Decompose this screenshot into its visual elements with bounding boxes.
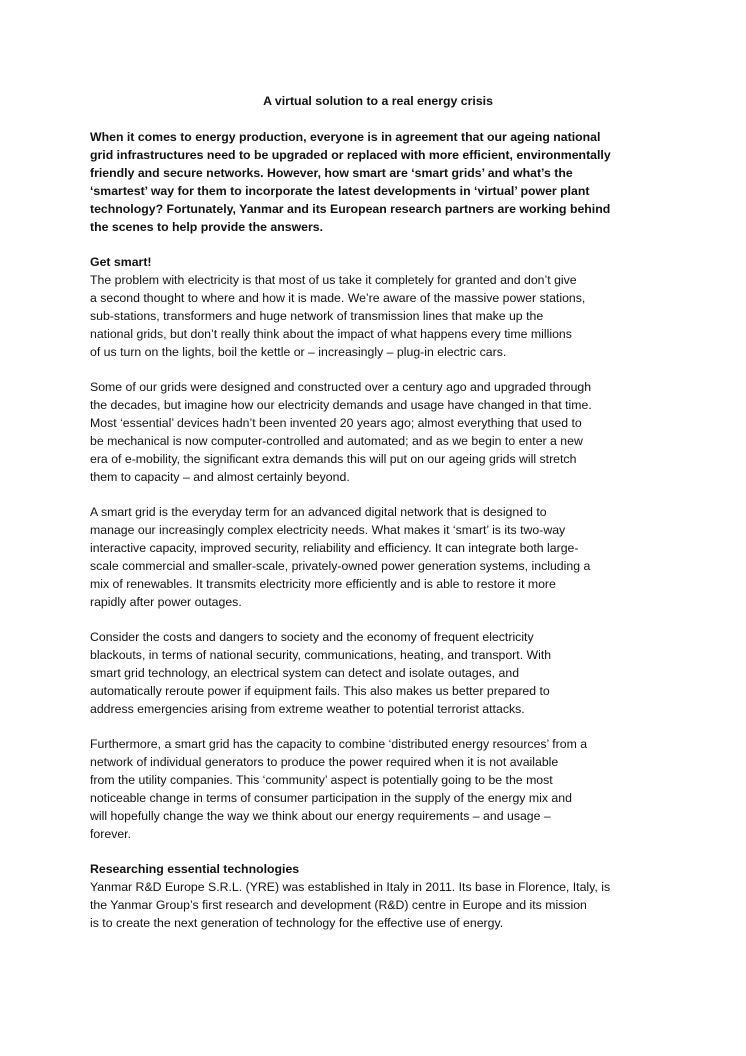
text-line: Yanmar R&D Europe S.R.L. (YRE) was established in Italy in 2011. Its base in Florence, Italy, is [90, 880, 611, 894]
text-line: mix of renewables. It transmits electricity more efficiently and is able to restore it more [90, 577, 556, 591]
text-line: of us turn on the lights, boil the kettle or – increasingly – plug-in electric cars. [90, 345, 507, 359]
text-line: Most ‘essential’ devices hadn’t been invented 20 years ago; almost everything that used to [90, 416, 582, 430]
text-line: Consider the costs and dangers to society and the economy of frequent electricity [90, 630, 534, 644]
text-line: address emergencies arising from extreme weather to potential terrorist attacks. [90, 702, 525, 716]
text-line: blackouts, in terms of national security, communications, heating, and transport. With [90, 648, 552, 662]
text-line: Some of our grids were designed and constructed over a century ago and upgraded through [90, 380, 592, 394]
text-line: is to create the next generation of technology for the effective use of energy. [90, 916, 504, 930]
text-line: When it comes to energy production, everyone is in agreement that our ageing national [90, 130, 601, 144]
text-line: from the utility companies. This ‘community’ aspect is potentially going to be the most [90, 773, 553, 787]
text-line: grid infrastructures need to be upgraded or replaced with more efficient, environmentally [90, 148, 611, 162]
document-page [90, 92, 666, 932]
text-line: the Yanmar Group’s first research and development (R&D) centre in Europe and its mission [90, 898, 587, 912]
text-line: a second thought to where and how it is made. We’re aware of the massive power stations, [90, 291, 586, 305]
text-line: network of individual generators to produce the power required when it is not available [90, 755, 559, 769]
section-heading: Researching essential technologies [90, 862, 300, 876]
body-paragraph [90, 378, 666, 486]
body-paragraph [90, 878, 666, 932]
text-line: Furthermore, a smart grid has the capacity to combine ‘distributed energy resources’ from a [90, 737, 588, 751]
section-heading: Get smart! [90, 255, 152, 269]
text-line: friendly and secure networks. However, how smart are ‘smart grids’ and what’s the [90, 166, 573, 180]
text-line: technology? Fortunately, Yanmar and its European research partners are working behind [90, 202, 611, 216]
text-line: national grids, but don’t really think about the impact of what happens every time millions [90, 327, 572, 341]
text-line: A smart grid is the everyday term for an advanced digital network that is designed to [90, 505, 547, 519]
text-line: manage our increasingly complex electricity needs. What makes it ‘smart’ is its two-way [90, 523, 566, 537]
text-line: the decades, but imagine how our electricity demands and usage have changed in that time. [90, 398, 592, 412]
text-line: The problem with electricity is that most of us take it completely for granted and don’t give [90, 273, 577, 287]
document-title: A virtual solution to a real energy crisis [263, 94, 493, 108]
text-line: forever. [90, 827, 132, 841]
text-line: the scenes to help provide the answers. [90, 220, 324, 234]
text-line: will hopefully change the way we think about our energy requirements – and usage – [90, 809, 551, 823]
body-paragraph [90, 735, 666, 843]
text-line: interactive capacity, improved security, reliability and efficiency. It can integrate both large- [90, 541, 579, 555]
text-line: scale commercial and smaller-scale, privately-owned power generation systems, including a [90, 559, 591, 573]
text-line: noticeable change in terms of consumer participation in the supply of the energy mix and [90, 791, 572, 805]
text-line: rapidly after power outages. [90, 595, 242, 609]
text-line: them to capacity – and almost certainly beyond. [90, 470, 350, 484]
body-paragraph [90, 503, 666, 611]
text-line: be mechanical is now computer-controlled and automated; and as we begin to enter a new [90, 434, 583, 448]
body-paragraph [90, 628, 666, 718]
text-line: era of e-mobility, the significant extra demands this will put on our ageing grids will stretch [90, 452, 577, 466]
text-line: sub-stations, transformers and huge network of transmission lines that make up the [90, 309, 544, 323]
text-line: automatically reroute power if equipment fails. This also makes us better prepared to [90, 684, 550, 698]
body-paragraph [90, 271, 666, 361]
intro-paragraph [90, 128, 666, 236]
text-line: smart grid technology, an electrical system can detect and isolate outages, and [90, 666, 520, 680]
text-line: ‘smartest’ way for them to incorporate the latest developments in ‘virtual’ power plant [90, 184, 590, 198]
